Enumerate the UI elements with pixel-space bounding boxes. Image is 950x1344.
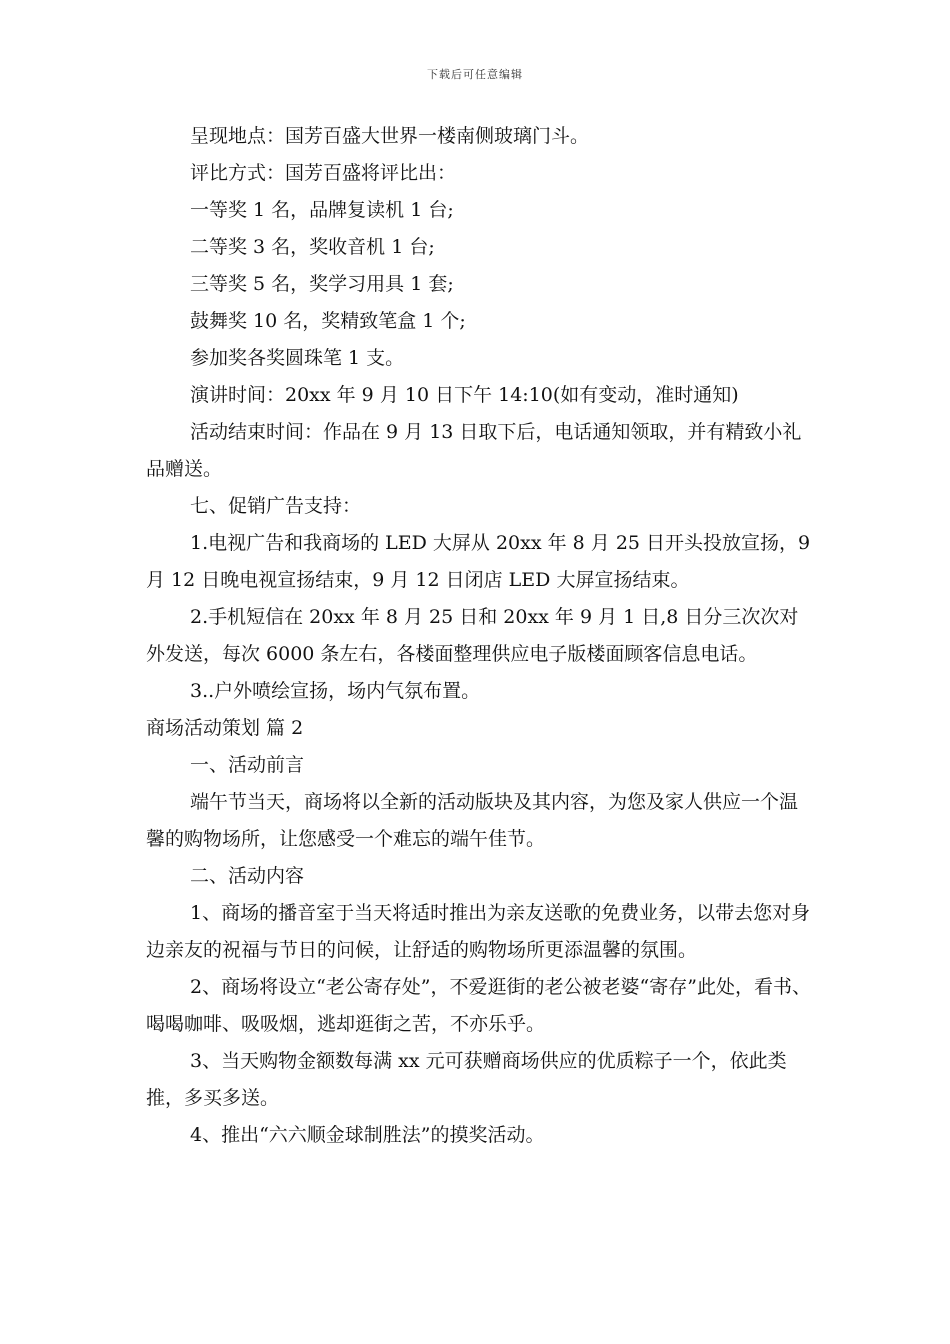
section-heading-content: 二、活动内容 [190,865,305,887]
paragraph-location: 呈现地点：国芳百盛大世界一楼南侧玻璃门斗。 [190,125,590,147]
paragraph-third-prize: 三等奖 5 名，奖学习用具 1 套; [190,273,454,295]
document-body [146,118,817,1154]
paragraph-promotion-outdoor: 3..户外喷绘宣扬，场内气氛布置。 [190,680,481,702]
paragraph-content-2: 2、商场将设立“老公寄存处”，不爱逛街的老公被老婆“寄存”此处，看书、喝喝咖啡、吸吸烟，逃却逛街之苦，不亦乐乎。 [146,976,811,1035]
article-title-part-2: 商场活动策划 篇 2 [146,717,304,739]
paragraph-promotion-sms: 2.手机短信在 20xx 年 8 月 25 日和 20xx 年 9 月 1 日,8 日分三次次对外发送，每次 6000 条左右，各楼面整理供应电子版楼面顾客信息电话。 [146,606,799,665]
paragraph-preface: 端午节当天，商场将以全新的活动版块及其内容，为您及家人供应一个温馨的购物场所，让您感受一个难忘的端午佳节。 [146,791,799,850]
paragraph-promotion-tv: 1.电视广告和我商场的 LED 大屏从 20xx 年 8 月 25 日开头投放宣扬，9 月 12 日晚电视宣扬结束，9 月 12 日闭店 LED 大屏宣扬结束。 [146,532,817,591]
paragraph-end-time: 活动结束时间：作品在 9 月 13 日取下后，电话通知领取，并有精致小礼品赠送。 [146,421,802,480]
section-heading-promotion: 七、促销广告支持： [190,495,362,517]
paragraph-first-prize: 一等奖 1 名，品牌复读机 1 台; [190,199,454,221]
paragraph-content-1: 1、商场的播音室于当天将适时推出为亲友送歌的免费业务，以带去您对身边亲友的祝福与节日的问候，让舒适的购物场所更添温馨的氛围。 [146,902,811,961]
paragraph-second-prize: 二等奖 3 名，奖收音机 1 台; [190,236,435,258]
paragraph-content-3: 3、当天购物金额数每满 xx 元可获赠商场供应的优质粽子一个，依此类推，多买多送。 [146,1050,787,1109]
paragraph-participation-prize: 参加奖各奖圆珠笔 1 支。 [190,347,405,369]
paragraph-encouragement-prize: 鼓舞奖 10 名，奖精致笔盒 1 个; [190,310,466,332]
section-heading-preface: 一、活动前言 [190,754,305,776]
page-header: 下载后可任意编辑 [427,68,523,81]
paragraph-content-4: 4、推出“六六顺金球制胜法”的摸奖活动。 [190,1124,545,1146]
paragraph-speech-time: 演讲时间：20xx 年 9 月 10 日下午 14:10(如有变动，准时通知) [190,384,739,406]
paragraph-judging-method: 评比方式：国芳百盛将评比出： [190,162,457,184]
